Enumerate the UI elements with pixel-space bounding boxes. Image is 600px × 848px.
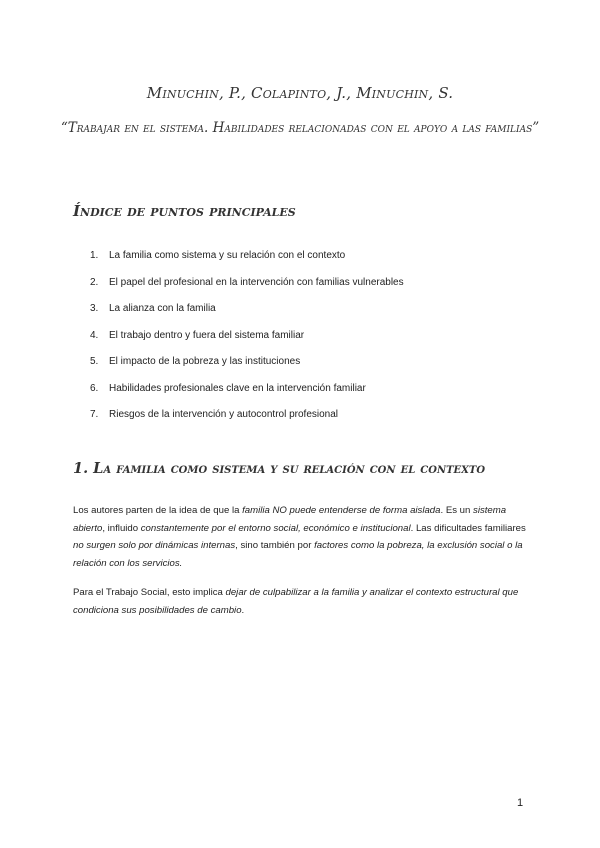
index-heading: Índice de puntos principales (73, 202, 296, 220)
emphasis-run: dejar de culpabilizar a la familia y analizar el contexto estructural que condiciona sus posibilidades de cambio (73, 587, 519, 616)
list-item-label: El papel del profesional en la intervención con familias vulnerables (109, 276, 404, 288)
list-item (90, 277, 404, 304)
text-run: , influido (102, 522, 141, 534)
text-run: . Es un (440, 505, 474, 516)
list-item-number: 2. (90, 276, 99, 288)
list-item-label: El impacto de la pobreza y las instituciones (109, 356, 301, 367)
list-item (90, 250, 404, 277)
list-item-label: Habilidades profesionales clave en la intervención familiar (109, 382, 366, 394)
emphasis-run: sistema abierto (73, 505, 507, 534)
text-run: . (241, 604, 245, 616)
emphasis-run: no surgen solo por dinámicas internas (73, 540, 236, 551)
title-block (0, 84, 600, 136)
list-item-number: 5. (90, 356, 99, 367)
emphasis-run: constantemente por el entorno social, económico e institucional (140, 522, 411, 534)
emphasis-run: familia NO puede entenderse de forma aislada (242, 505, 441, 516)
list-item-number: 6. (90, 382, 99, 394)
section-paragraph-1 (73, 502, 527, 572)
list-item (90, 383, 404, 410)
text-run: . Las dificultades familiares (410, 522, 526, 534)
book-title: “Trabajar en el sistema. Habilidades relacionadas con el apoyo a las familias” (60, 120, 540, 136)
list-item-number: 3. (90, 303, 99, 314)
list-item-number: 1. (90, 250, 99, 261)
list-item-label: Riesgos de la intervención y autocontrol profesional (109, 409, 339, 420)
text-run: Los autores parten de la idea de que la (73, 505, 243, 516)
emphasis-run: factores como la pobreza, la exclusión social o la relación con los servicios. (73, 540, 523, 569)
index-list (90, 250, 404, 436)
list-item-label: La familia como sistema y su relación con el contexto (109, 250, 346, 261)
list-item (90, 303, 404, 330)
list-item-number: 7. (90, 409, 99, 420)
list-item (90, 356, 404, 383)
list-item-number: 4. (90, 329, 99, 341)
authors: Minuchin, P., Colapinto, J., Minuchin, S. (146, 84, 454, 102)
list-item (90, 330, 404, 357)
list-item (90, 409, 404, 436)
page-number: 1 (517, 797, 524, 809)
text-run: , sino también por (235, 540, 315, 551)
section-paragraph-2 (73, 584, 527, 619)
list-item-label: El trabajo dentro y fuera del sistema familiar (109, 329, 305, 341)
text-run: Para el Trabajo Social, esto implica (73, 587, 226, 598)
list-item-label: La alianza con la familia (109, 303, 216, 314)
section-heading: 1. La familia como sistema y su relación con el contexto (73, 460, 486, 477)
